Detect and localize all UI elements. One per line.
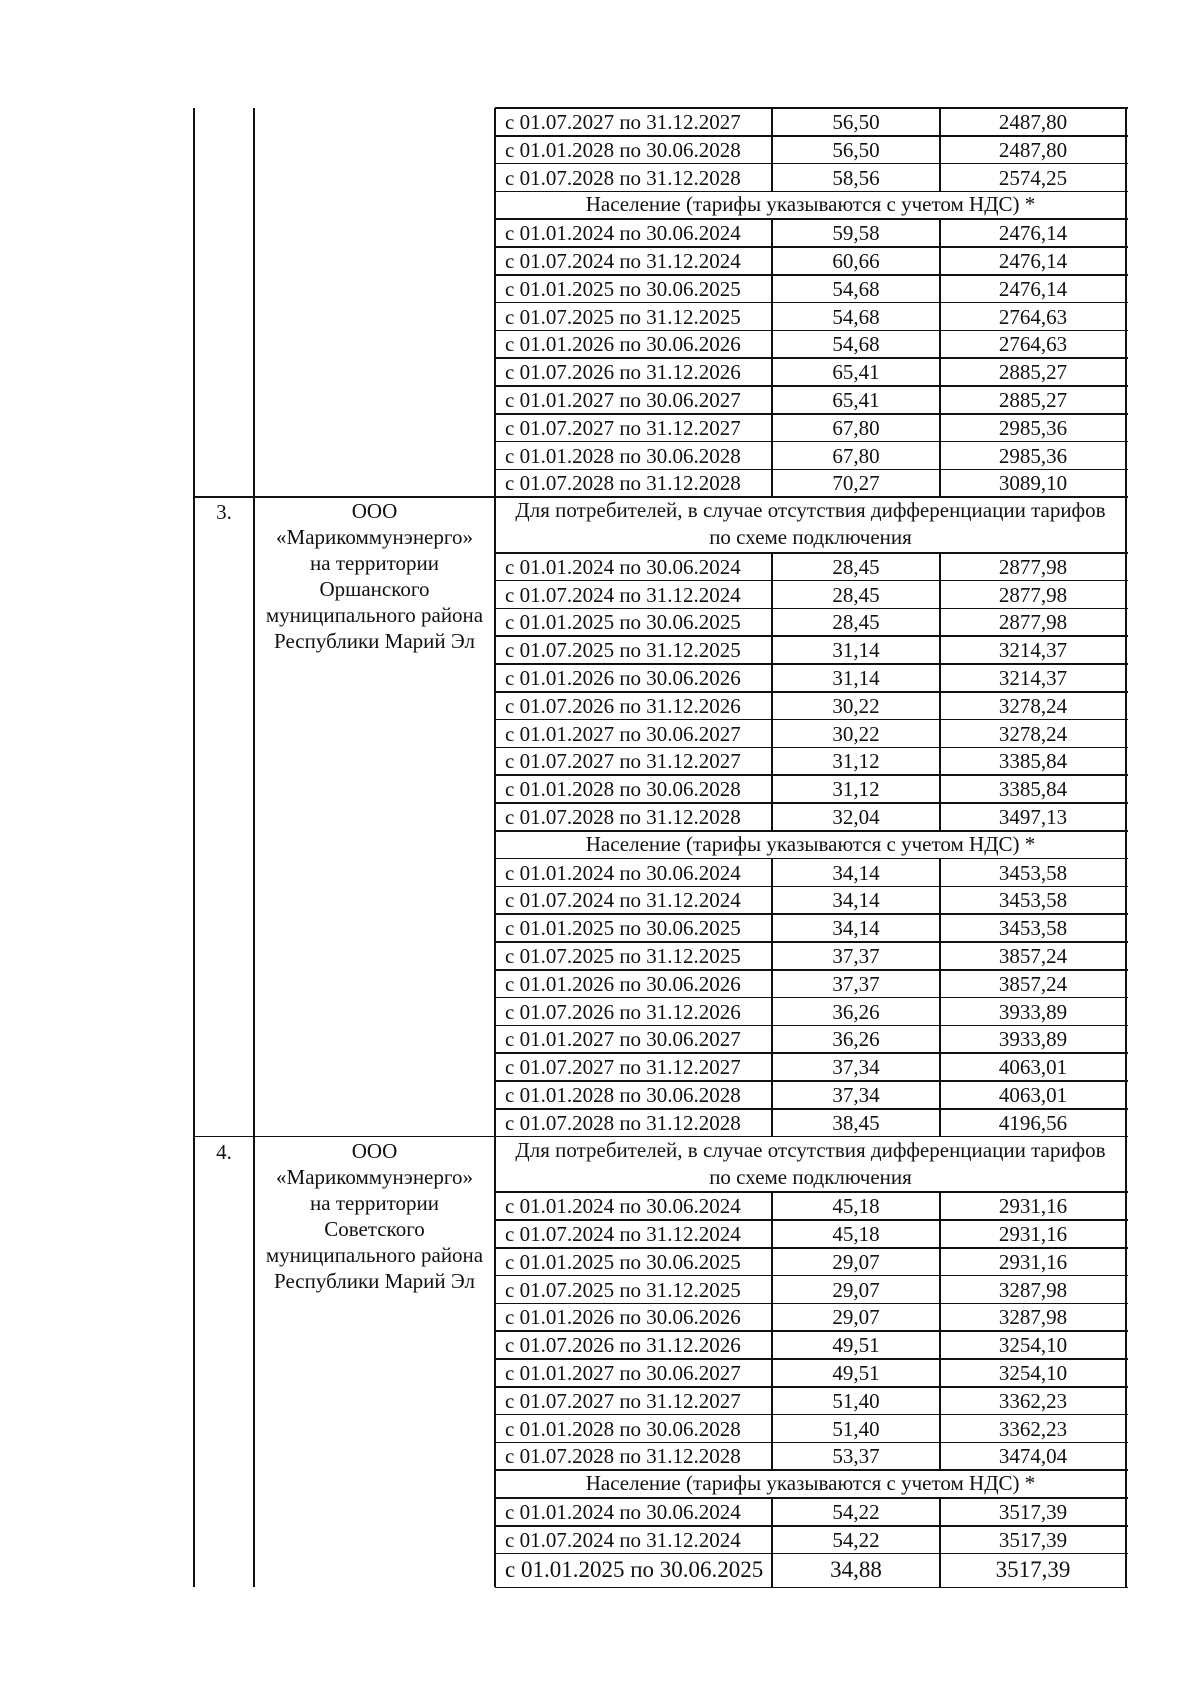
table-rule xyxy=(939,1387,941,1415)
table-rule xyxy=(495,1553,1128,1555)
rate-cell: 32,04 xyxy=(832,805,880,829)
period-cell: с 01.07.2027 по 31.12.2027 xyxy=(505,415,741,440)
rate-cell: 56,50 xyxy=(832,110,880,134)
period-cell: с 01.01.2028 по 30.06.2028 xyxy=(505,137,741,162)
period-cell: с 01.01.2026 по 30.06.2026 xyxy=(505,971,741,996)
table-rule xyxy=(771,886,773,914)
rate-cell: 37,34 xyxy=(832,1055,880,1080)
table-rule xyxy=(939,636,941,664)
table-rule xyxy=(771,859,773,887)
table-rule xyxy=(253,497,255,1136)
rate-cell: 34,14 xyxy=(832,916,880,941)
table-rule xyxy=(771,553,773,581)
rate-cell: 29,07 xyxy=(832,1277,880,1302)
table-rule xyxy=(193,497,195,1136)
rate-cell: 3089,10 xyxy=(998,471,1068,496)
rate-cell: 37,34 xyxy=(832,1083,880,1107)
table-rule xyxy=(771,1025,773,1053)
table-rule xyxy=(771,442,773,470)
rate-cell: 56,50 xyxy=(832,137,880,162)
rate-cell: 3453,58 xyxy=(998,860,1068,885)
period-cell: с 01.07.2025 по 31.12.2025 xyxy=(505,638,741,663)
period-cell: с 01.07.2028 по 31.12.2028 xyxy=(505,1444,741,1469)
rate-cell: 3278,24 xyxy=(998,693,1068,718)
table-rule xyxy=(939,386,941,414)
row-number: 3. xyxy=(216,500,232,525)
rate-cell: 3254,10 xyxy=(998,1361,1068,1385)
period-cell: с 01.01.2025 по 30.06.2025 xyxy=(505,1249,741,1274)
table-rule xyxy=(939,1220,941,1248)
organization-name: ООО «Марикоммунэнерго» на территории Оршанского муниципального района Республики Марий Эл xyxy=(265,499,484,654)
period-cell: с 01.07.2024 по 31.12.2024 xyxy=(505,582,741,607)
table-rule xyxy=(939,998,941,1026)
rate-cell: 70,27 xyxy=(832,471,880,496)
rate-cell: 45,18 xyxy=(832,1194,880,1219)
rate-cell: 65,41 xyxy=(832,360,880,385)
rate-cell: 3933,89 xyxy=(998,999,1068,1024)
rate-cell: 3857,24 xyxy=(998,971,1068,996)
rate-cell: 2487,80 xyxy=(998,137,1068,162)
rate-cell: 3933,89 xyxy=(998,1027,1068,1052)
table-rule xyxy=(939,1303,941,1331)
rate-cell: 2931,16 xyxy=(998,1249,1068,1274)
period-cell: с 01.01.2027 по 30.06.2027 xyxy=(505,388,741,412)
table-rule xyxy=(939,219,941,247)
period-cell: с 01.01.2024 по 30.06.2024 xyxy=(505,860,741,885)
rate-cell: 2476,14 xyxy=(998,221,1068,246)
rate-cell: 54,68 xyxy=(832,332,880,357)
period-cell: с 01.07.2027 по 31.12.2027 xyxy=(505,110,741,134)
table-rule xyxy=(771,1248,773,1276)
table-rule xyxy=(1125,108,1127,497)
table-rule xyxy=(771,803,773,831)
rate-cell: 3278,24 xyxy=(998,721,1068,746)
period-cell: с 01.07.2028 по 31.12.2028 xyxy=(505,165,741,190)
table-rule xyxy=(771,914,773,942)
period-cell: с 01.01.2026 по 30.06.2026 xyxy=(505,1305,741,1330)
table-rule xyxy=(771,1109,773,1137)
rate-cell: 4196,56 xyxy=(998,1110,1068,1135)
table-rule xyxy=(771,720,773,748)
period-cell: с 01.07.2028 по 31.12.2028 xyxy=(505,805,741,829)
table-rule xyxy=(771,275,773,303)
table-rule xyxy=(939,1053,941,1081)
rate-cell: 2985,36 xyxy=(998,443,1068,468)
table-rule xyxy=(253,1137,255,1588)
rate-cell: 2877,98 xyxy=(998,610,1068,635)
rate-cell: 31,12 xyxy=(832,777,880,802)
rate-cell: 3474,04 xyxy=(998,1444,1068,1469)
table-rule xyxy=(939,970,941,998)
table-rule xyxy=(771,219,773,247)
rate-cell: 28,45 xyxy=(832,610,880,635)
rate-cell: 54,22 xyxy=(832,1527,880,1552)
table-rule xyxy=(939,358,941,386)
table-rule xyxy=(771,998,773,1026)
table-rule xyxy=(494,108,496,497)
section-header: Население (тарифы указываются с учетом НДС) * xyxy=(585,192,1036,217)
table-rule xyxy=(771,1415,773,1443)
table-rule xyxy=(939,886,941,914)
rate-cell: 2877,98 xyxy=(998,554,1068,579)
table-rule xyxy=(771,358,773,386)
rate-cell: 28,45 xyxy=(832,554,880,579)
table-rule xyxy=(771,136,773,164)
table-rule xyxy=(939,775,941,803)
period-cell: с 01.01.2025 по 30.06.2025 xyxy=(505,1556,764,1582)
table-rule xyxy=(939,581,941,609)
rate-cell: 54,68 xyxy=(832,304,880,329)
table-rule xyxy=(939,303,941,331)
period-cell: с 01.01.2026 по 30.06.2026 xyxy=(505,332,741,357)
rate-cell: 3385,84 xyxy=(998,777,1068,802)
table-rule xyxy=(939,414,941,442)
table-rule xyxy=(939,1498,941,1526)
table-rule xyxy=(771,1081,773,1109)
table-rule xyxy=(939,720,941,748)
rate-cell: 3517,39 xyxy=(998,1500,1068,1524)
rate-cell: 3517,39 xyxy=(998,1527,1068,1552)
section-header: Для потребителей, в случае отсутствия дифференциации тарифов по схеме подключения xyxy=(515,498,1106,550)
table-rule xyxy=(939,608,941,636)
rate-cell: 4063,01 xyxy=(998,1055,1068,1080)
table-rule xyxy=(939,275,941,303)
section-header: Для потребителей, в случае отсутствия дифференциации тарифов по схеме подключения xyxy=(515,1137,1106,1189)
rate-cell: 3385,84 xyxy=(998,749,1068,774)
rate-cell: 2476,14 xyxy=(998,276,1068,301)
rate-cell: 67,80 xyxy=(832,443,880,468)
tariff-table xyxy=(194,108,1132,1590)
period-cell: с 01.01.2027 по 30.06.2027 xyxy=(505,1361,741,1385)
period-cell: с 01.01.2025 по 30.06.2025 xyxy=(505,276,741,301)
table-rule xyxy=(771,608,773,636)
table-rule xyxy=(771,1442,773,1470)
rate-cell: 36,26 xyxy=(832,999,880,1024)
rate-cell: 3287,98 xyxy=(998,1277,1068,1302)
table-rule xyxy=(771,1220,773,1248)
rate-cell: 2574,25 xyxy=(998,165,1068,190)
rate-cell: 31,14 xyxy=(832,638,880,663)
rate-cell: 53,37 xyxy=(832,1444,880,1469)
table-rule xyxy=(771,330,773,358)
table-rule xyxy=(939,442,941,470)
rate-cell: 3497,13 xyxy=(998,805,1068,829)
organization-name: ООО «Марикоммунэнерго» на территории Советского муниципального района Республики Марий Эл xyxy=(265,1138,484,1293)
period-cell: с 01.07.2026 по 31.12.2026 xyxy=(505,693,741,718)
period-cell: с 01.07.2027 по 31.12.2027 xyxy=(505,749,741,774)
table-rule xyxy=(939,692,941,720)
table-rule xyxy=(771,1359,773,1387)
table-rule xyxy=(771,1192,773,1220)
table-rule xyxy=(939,1025,941,1053)
rate-cell: 3453,58 xyxy=(998,916,1068,941)
table-rule xyxy=(494,497,496,1136)
table-rule xyxy=(771,1498,773,1526)
rate-cell: 38,45 xyxy=(832,1110,880,1135)
rate-cell: 2476,14 xyxy=(998,249,1068,273)
period-cell: с 01.01.2028 по 30.06.2028 xyxy=(505,1083,741,1107)
rate-cell: 51,40 xyxy=(832,1416,880,1441)
rate-cell: 30,22 xyxy=(832,693,880,718)
table-rule xyxy=(939,1442,941,1470)
rate-cell: 54,22 xyxy=(832,1500,880,1524)
table-rule xyxy=(939,664,941,692)
table-rule xyxy=(939,1109,941,1137)
table-rule xyxy=(939,942,941,970)
rate-cell: 2487,80 xyxy=(998,110,1068,134)
rate-cell: 2931,16 xyxy=(998,1222,1068,1246)
period-cell: с 01.07.2027 по 31.12.2027 xyxy=(505,1055,741,1080)
period-cell: с 01.01.2024 по 30.06.2024 xyxy=(505,221,741,246)
period-cell: с 01.01.2026 по 30.06.2026 xyxy=(505,666,741,690)
table-rule xyxy=(939,803,941,831)
period-cell: с 01.07.2025 по 31.12.2025 xyxy=(505,1277,741,1302)
rate-cell: 3362,23 xyxy=(998,1416,1068,1441)
table-rule xyxy=(939,469,941,497)
rate-cell: 3362,23 xyxy=(998,1388,1068,1413)
rate-cell: 36,26 xyxy=(832,1027,880,1052)
rate-cell: 49,51 xyxy=(832,1361,880,1385)
rate-cell: 54,68 xyxy=(832,276,880,301)
rate-cell: 34,88 xyxy=(830,1556,882,1582)
table-rule xyxy=(771,303,773,331)
rate-cell: 3857,24 xyxy=(998,944,1068,968)
table-rule xyxy=(939,553,941,581)
table-rule xyxy=(771,386,773,414)
table-rule xyxy=(771,1387,773,1415)
table-rule xyxy=(771,414,773,442)
rate-cell: 29,07 xyxy=(832,1305,880,1330)
rate-cell: 4063,01 xyxy=(998,1083,1068,1107)
rate-cell: 31,12 xyxy=(832,749,880,774)
period-cell: с 01.01.2025 по 30.06.2025 xyxy=(505,610,741,635)
period-cell: с 01.07.2024 по 31.12.2024 xyxy=(505,1527,741,1552)
table-rule xyxy=(771,636,773,664)
table-rule xyxy=(939,1192,941,1220)
table-rule xyxy=(771,1053,773,1081)
rate-cell: 3517,39 xyxy=(995,1556,1071,1582)
table-rule xyxy=(939,330,941,358)
table-rule xyxy=(939,859,941,887)
period-cell: с 01.01.2028 по 30.06.2028 xyxy=(505,777,741,802)
period-cell: с 01.01.2027 по 30.06.2027 xyxy=(505,721,741,746)
period-cell: с 01.07.2024 по 31.12.2024 xyxy=(505,249,741,273)
rate-cell: 2885,27 xyxy=(998,388,1068,412)
period-cell: с 01.01.2025 по 30.06.2025 xyxy=(505,916,741,941)
table-rule xyxy=(495,1587,1128,1589)
table-rule xyxy=(771,970,773,998)
table-rule xyxy=(771,164,773,192)
period-cell: с 01.07.2025 по 31.12.2025 xyxy=(505,944,741,968)
rate-cell: 3214,37 xyxy=(998,638,1068,663)
rate-cell: 37,37 xyxy=(832,944,880,968)
rate-cell: 59,58 xyxy=(832,221,880,246)
period-cell: с 01.07.2026 по 31.12.2026 xyxy=(505,1333,741,1358)
table-rule xyxy=(771,1276,773,1304)
table-rule xyxy=(939,1081,941,1109)
period-cell: с 01.01.2024 по 30.06.2024 xyxy=(505,1194,741,1219)
table-rule xyxy=(939,1248,941,1276)
section-header: Население (тарифы указываются с учетом НДС) * xyxy=(585,831,1036,856)
period-cell: с 01.07.2025 по 31.12.2025 xyxy=(505,304,741,329)
table-rule xyxy=(939,1276,941,1304)
period-cell: с 01.07.2024 по 31.12.2024 xyxy=(505,888,741,913)
table-rule xyxy=(939,1359,941,1387)
table-rule xyxy=(771,942,773,970)
table-rule xyxy=(939,164,941,192)
rate-cell: 37,37 xyxy=(832,971,880,996)
table-rule xyxy=(771,664,773,692)
table-rule xyxy=(939,136,941,164)
table-rule xyxy=(939,247,941,275)
rate-cell: 30,22 xyxy=(832,721,880,746)
table-rule xyxy=(771,469,773,497)
rate-cell: 3214,37 xyxy=(998,666,1068,690)
table-rule xyxy=(771,1526,773,1554)
table-rule xyxy=(771,581,773,609)
rate-cell: 2764,63 xyxy=(998,304,1068,329)
rate-cell: 28,45 xyxy=(832,582,880,607)
rate-cell: 34,14 xyxy=(832,860,880,885)
row-number: 4. xyxy=(216,1139,232,1164)
period-cell: с 01.07.2027 по 31.12.2027 xyxy=(505,1388,741,1413)
period-cell: с 01.07.2024 по 31.12.2024 xyxy=(505,1222,741,1246)
table-rule xyxy=(771,775,773,803)
rate-cell: 2764,63 xyxy=(998,332,1068,357)
table-rule xyxy=(771,1331,773,1359)
rate-cell: 2877,98 xyxy=(998,582,1068,607)
period-cell: с 01.07.2026 по 31.12.2026 xyxy=(505,360,741,385)
rate-cell: 65,41 xyxy=(832,388,880,412)
table-rule xyxy=(193,108,195,497)
table-rule xyxy=(193,1137,195,1588)
table-rule xyxy=(253,108,255,497)
rate-cell: 2985,36 xyxy=(998,415,1068,440)
table-rule xyxy=(939,747,941,775)
table-rule xyxy=(1125,1137,1127,1588)
rate-cell: 49,51 xyxy=(832,1333,880,1358)
rate-cell: 29,07 xyxy=(832,1249,880,1274)
period-cell: с 01.01.2024 по 30.06.2024 xyxy=(505,1500,741,1524)
period-cell: с 01.01.2028 по 30.06.2028 xyxy=(505,443,741,468)
table-rule xyxy=(939,1554,941,1588)
rate-cell: 3287,98 xyxy=(998,1305,1068,1330)
rate-cell: 58,56 xyxy=(832,165,880,190)
rate-cell: 3254,10 xyxy=(998,1333,1068,1358)
rate-cell: 67,80 xyxy=(832,415,880,440)
rate-cell: 2931,16 xyxy=(998,1194,1068,1219)
table-rule xyxy=(1125,497,1127,1136)
rate-cell: 31,14 xyxy=(832,666,880,690)
table-rule xyxy=(939,108,941,136)
period-cell: с 01.01.2024 по 30.06.2024 xyxy=(505,554,741,579)
table-rule xyxy=(939,1331,941,1359)
rate-cell: 51,40 xyxy=(832,1388,880,1413)
period-cell: с 01.07.2026 по 31.12.2026 xyxy=(505,999,741,1024)
table-rule xyxy=(771,247,773,275)
table-rule xyxy=(771,108,773,136)
table-rule xyxy=(939,914,941,942)
rate-cell: 3453,58 xyxy=(998,888,1068,913)
table-rule xyxy=(771,1303,773,1331)
period-cell: с 01.01.2027 по 30.06.2027 xyxy=(505,1027,741,1052)
table-rule xyxy=(494,1137,496,1588)
rate-cell: 45,18 xyxy=(832,1222,880,1246)
table-rule xyxy=(771,692,773,720)
section-header: Население (тарифы указываются с учетом НДС) * xyxy=(585,1471,1036,1496)
period-cell: с 01.07.2028 по 31.12.2028 xyxy=(505,1110,741,1135)
rate-cell: 2885,27 xyxy=(998,360,1068,385)
table-rule xyxy=(771,747,773,775)
table-rule xyxy=(939,1415,941,1443)
rate-cell: 60,66 xyxy=(832,249,880,273)
table-rule xyxy=(771,1554,773,1588)
rate-cell: 34,14 xyxy=(832,888,880,913)
table-rule xyxy=(939,1526,941,1554)
table-rule xyxy=(495,107,1128,109)
period-cell: с 01.01.2028 по 30.06.2028 xyxy=(505,1416,741,1441)
period-cell: с 01.07.2028 по 31.12.2028 xyxy=(505,471,741,496)
